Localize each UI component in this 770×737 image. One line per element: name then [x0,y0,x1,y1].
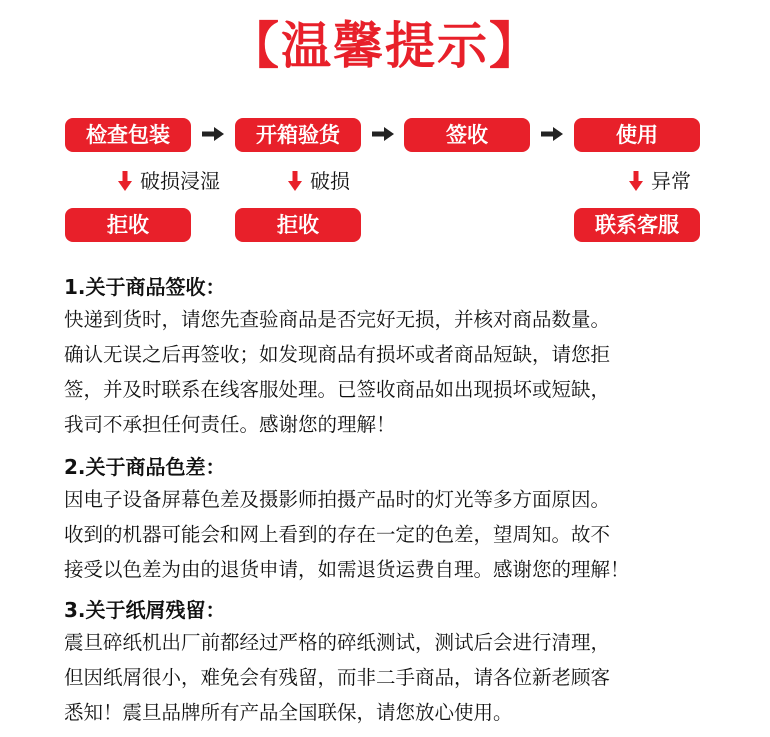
paragraph-line: 接受以色差为由的退货申请，如需退货运费自理。感谢您的理解！ [64,558,630,581]
paragraph-line: 快递到货时，请您先查验商品是否完好无损，并核对商品数量。 [64,308,611,331]
branch-condition-label: 破损 [310,169,350,193]
paragraph-line: 但因纸屑很小，难免会有残留，而非二手商品，请各位新老顾客 [64,666,611,689]
step-inspect-package: 检查包装 [65,118,191,152]
section-receipt [64,272,724,442]
step-use: 使用 [574,118,700,152]
arrow-down-icon [629,171,643,191]
paragraph-line: 签，并及时联系在线客服处理。已签收商品如出现损坏或短缺， [64,378,611,401]
paragraph-line: 震旦碎纸机出厂前都经过严格的碎纸测试，测试后会进行清理， [64,631,611,654]
arrow-down-icon [288,171,302,191]
paragraph-line: 确认无误之后再签收；如发现商品有损坏或者商品短缺，请您拒 [64,343,611,366]
section-heading: 3.关于纸屑残留： [64,598,226,622]
result-reject: 拒收 [65,208,191,242]
arrow-right-icon [541,127,563,141]
arrow-right-icon [372,127,394,141]
section-color-difference [64,452,724,587]
section-paper-residue [64,595,724,730]
paragraph-line: 收到的机器可能会和网上看到的存在一定的色差，望周知。故不 [64,523,611,546]
branch-condition-2 [288,168,350,194]
section-heading: 1.关于商品签收： [64,275,226,299]
paragraph-line: 悉知！震旦品牌所有产品全国联保，请您放心使用。 [64,701,513,724]
arrow-right-icon [202,127,224,141]
paragraph-line: 因电子设备屏幕色差及摄影师拍摄产品时的灯光等多方面原因。 [64,488,611,511]
branch-condition-label: 破损浸湿 [140,169,220,193]
page-title: 【温馨提示】 [229,17,541,75]
branch-condition-label: 异常 [651,169,691,193]
step-sign: 签收 [404,118,530,152]
paragraph-line: 我司不承担任何责任。感谢您的理解！ [64,413,396,436]
result-contact-service: 联系客服 [574,208,700,242]
branch-condition-1 [118,168,220,194]
step-open-inspect: 开箱验货 [235,118,361,152]
section-heading: 2.关于商品色差： [64,455,226,479]
branch-condition-3 [629,168,691,194]
arrow-down-icon [118,171,132,191]
result-reject: 拒收 [235,208,361,242]
